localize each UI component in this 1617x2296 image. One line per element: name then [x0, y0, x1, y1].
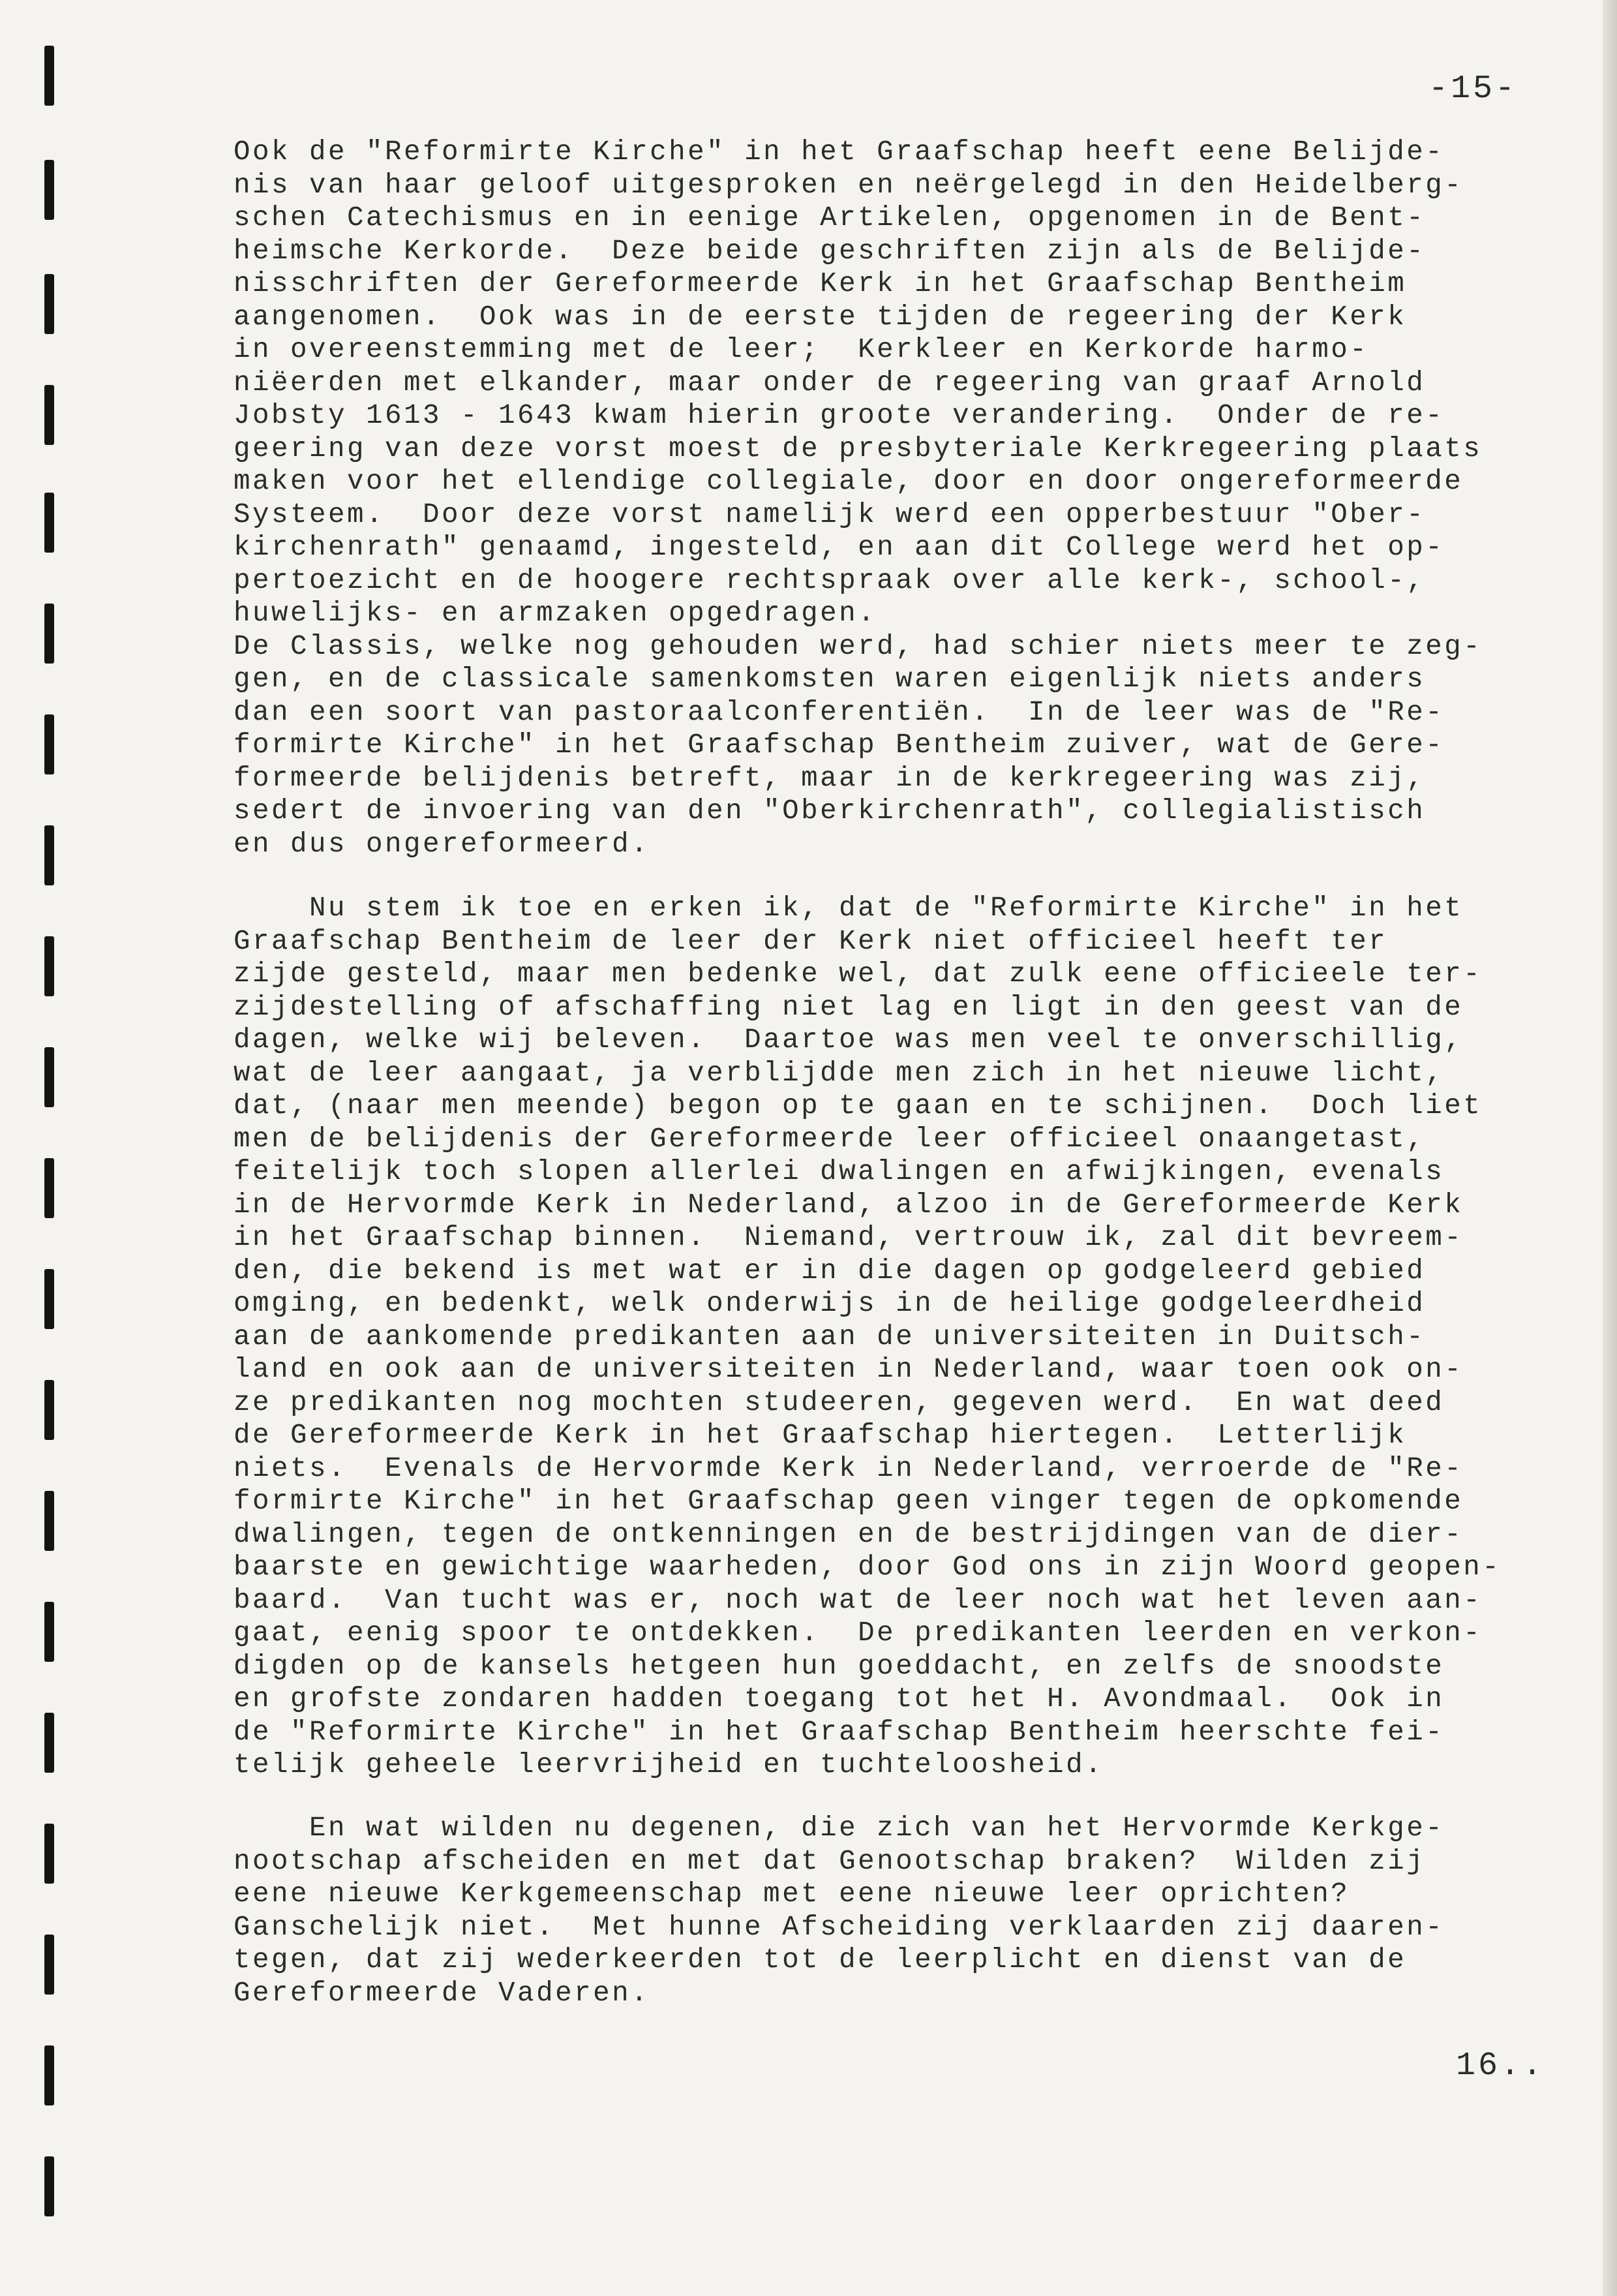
binding-hole [44, 1602, 54, 1662]
text-line: tegen, dat zij wederkeerden tot de leerplicht en dienst van de [234, 1944, 1407, 1976]
text-line: baarste en gewichtige waarheden, door God ons in zijn Woord geopen- [234, 1552, 1502, 1583]
text-line: formirte Kirche" in het Graafschap geen vinger tegen de opkomende [234, 1486, 1464, 1517]
binding-hole [44, 714, 54, 774]
binding-holes [38, 0, 64, 2296]
text-line: De Classis, welke nog gehouden werd, had schier niets meer te zeg- [234, 630, 1483, 662]
text-line: en dus ongereformeerd. [234, 828, 650, 860]
text-line: Jobsty 1613 - 1643 kwam hierin groote verandering. Onder de re- [234, 400, 1445, 431]
text-line: omging, en bedenkt, welk onderwijs in de heilige godgeleerdheid [234, 1288, 1426, 1319]
binding-hole [44, 936, 54, 996]
paragraph-1 [234, 136, 1603, 861]
text-line: in overeenstemming met de leer; Kerkleer en Kerkorde harmo- [234, 334, 1369, 365]
text-line: pertoezicht en de hoogere rechtspraak over alle kerk-, school-, [234, 564, 1426, 596]
binding-hole [44, 2045, 54, 2105]
binding-hole [44, 274, 54, 334]
text-line: sedert de invoering van den "Oberkirchenrath", collegialistisch [234, 795, 1426, 827]
text-line: gen, en de classicale samenkomsten waren eigenlijk niets anders [234, 664, 1426, 695]
page-number: -15- [1428, 70, 1518, 108]
binding-hole [44, 2156, 54, 2216]
next-page-marker: 16.. [1456, 2047, 1545, 2085]
text-line: de "Reformirte Kirche" in het Graafschap Bentheim heerschte fei- [234, 1716, 1445, 1748]
binding-hole [44, 1491, 54, 1551]
text-line: maken voor het ellendige collegiale, door en door ongereformeerde [234, 466, 1464, 497]
text-line: Ook de "Reformirte Kirche" in het Graafschap heeft eene Belijde- [234, 136, 1445, 168]
text-line: formeerde belijdenis betreft, maar in de kerkregeering was zij, [234, 762, 1426, 794]
text-line: aan de aankomende predikanten aan de universiteiten in Duitsch- [234, 1321, 1426, 1353]
text-line: niets. Evenals de Hervormde Kerk in Nederland, verroerde de "Re- [234, 1452, 1464, 1484]
binding-hole [44, 825, 54, 885]
text-line: kirchenrath" genaamd, ingesteld, en aan dit College werd het op- [234, 532, 1445, 563]
text-line: gaat, eenig spoor te ontdekken. De predikanten leerden en verkon- [234, 1617, 1483, 1649]
text-line: dan een soort van pastoraalconferentiën. In de leer was de "Re- [234, 696, 1445, 728]
text-line: formirte Kirche" in het Graafschap Bentheim zuiver, wat de Gere- [234, 729, 1445, 761]
text-line: Gereformeerde Vaderen. [234, 1977, 650, 2009]
text-line: Systeem. Door deze vorst namelijk werd een opperbestuur "Ober- [234, 498, 1426, 530]
text-line: Nu stem ik toe en erken ik, dat de "Reformirte Kirche" in het [234, 893, 1464, 924]
binding-hole [44, 1380, 54, 1440]
text-line: de Gereformeerde Kerk in het Graafschap hiertegen. Letterlijk [234, 1420, 1407, 1451]
text-line: Graafschap Bentheim de leer der Kerk niet officieel heeft ter [234, 925, 1388, 957]
text-line: zijde gesteld, maar men bedenke wel, dat zulk eene officieele ter- [234, 958, 1483, 990]
text-line: En wat wilden nu degenen, die zich van het Hervormde Kerkge- [234, 1813, 1445, 1844]
text-line: huwelijks- en armzaken opgedragen. [234, 598, 877, 629]
text-line: zijdestelling of afschaffing niet lag en ligt in den geest van de [234, 991, 1464, 1023]
text-line: nootschap afscheiden en met dat Genootschap braken? Wilden zij [234, 1845, 1426, 1877]
text-line: wat de leer aangaat, ja verblijdde men zich in het nieuwe licht, [234, 1057, 1445, 1089]
paragraph-3 [234, 1812, 1603, 2010]
text-line: men de belijdenis der Gereformeerde leer officieel onaangetast, [234, 1123, 1426, 1155]
text-line: in de Hervormde Kerk in Nederland, alzoo in de Gereformeerde Kerk [234, 1189, 1464, 1221]
binding-hole [44, 493, 54, 553]
text-line: dat, (naar men meende) begon op te gaan en te schijnen. Doch liet [234, 1090, 1483, 1122]
text-line: dwalingen, tegen de ontkenningen en de bestrijdingen van de dier- [234, 1518, 1464, 1550]
text-line: eene nieuwe Kerkgemeenschap met eene nieuwe leer oprichten? [234, 1878, 1350, 1910]
binding-hole [44, 1158, 54, 1218]
text-line: baard. Van tucht was er, noch wat de leer noch wat het leven aan- [234, 1584, 1483, 1616]
text-line: telijk geheele leervrijheid en tuchteloosheid. [234, 1749, 1104, 1781]
binding-hole [44, 604, 54, 664]
binding-hole [44, 1713, 54, 1773]
paragraph-2 [234, 892, 1603, 1782]
binding-hole [44, 1269, 54, 1329]
text-line: nisschriften der Gereformeerde Kerk in het Graafschap Bentheim [234, 268, 1407, 299]
text-line: Ganschelijk niet. Met hunne Afscheiding verklaarden zij daaren- [234, 1911, 1445, 1943]
text-line: ze predikanten nog mochten studeeren, gegeven werd. En wat deed [234, 1386, 1445, 1418]
text-line: in het Graafschap binnen. Niemand, vertrouw ik, zal dit bevreem- [234, 1222, 1464, 1253]
text-line: niëerden met elkander, maar onder de regeering van graaf Arnold [234, 367, 1426, 399]
text-line: schen Catechismus en in eenige Artikelen, opgenomen in de Bent- [234, 202, 1426, 234]
text-line: feitelijk toch slopen allerlei dwalingen en afwijkingen, evenals [234, 1156, 1445, 1187]
text-line: digden op de kansels hetgeen hun goeddacht, en zelfs de snoodste [234, 1650, 1445, 1682]
binding-hole [44, 385, 54, 445]
text-line: en grofste zondaren hadden toegang tot het H. Avondmaal. Ook in [234, 1683, 1445, 1715]
text-line: dagen, welke wij beleven. Daartoe was men veel te onverschillig, [234, 1024, 1464, 1056]
text-line: geering van deze vorst moest de presbyteriale Kerkregeering plaats [234, 433, 1483, 465]
text-line: aangenomen. Ook was in de eerste tijden de regeering der Kerk [234, 301, 1407, 333]
text-line: heimsche Kerkorde. Deze beide geschriften zijn als de Belijde- [234, 235, 1426, 267]
binding-hole [44, 46, 54, 106]
page-edge [1603, 0, 1617, 2296]
binding-hole [44, 160, 54, 220]
binding-hole [44, 1824, 54, 1884]
text-line: den, die bekend is met wat er in die dagen op godgeleerd gebied [234, 1255, 1426, 1287]
text-line: nis van haar geloof uitgesproken en neërgelegd in den Heidelberg- [234, 169, 1464, 201]
binding-hole [44, 1047, 54, 1107]
text-line: land en ook aan de universiteiten in Nederland, waar toen ook on- [234, 1354, 1464, 1385]
binding-hole [44, 1935, 54, 1995]
